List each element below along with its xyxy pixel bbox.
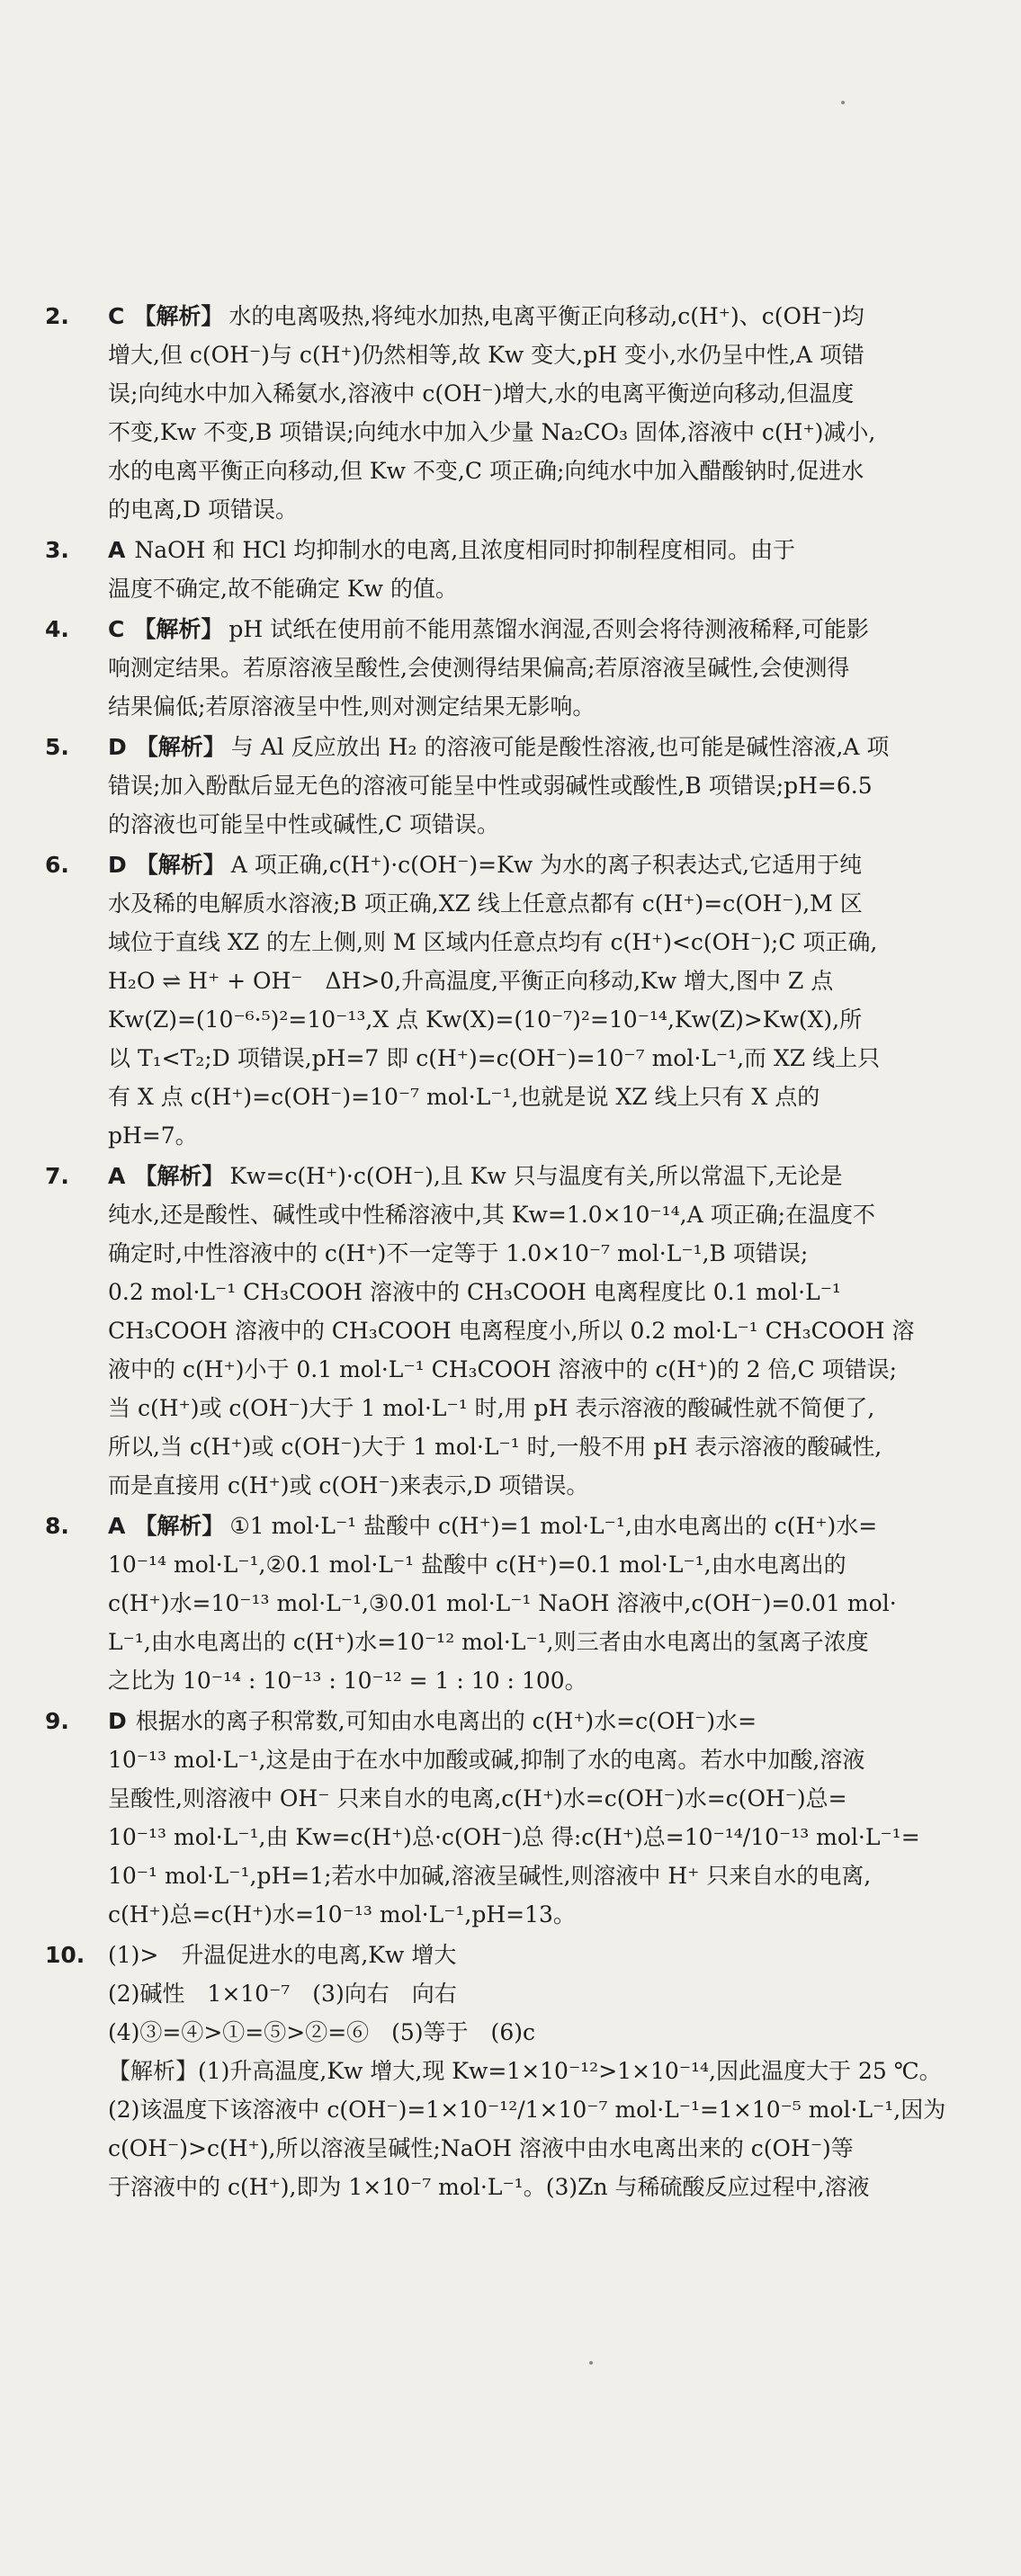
answer-line: L⁻¹,由水电离出的 c(H⁺)水=10⁻¹² mol·L⁻¹,则三者由水电离出的氢离子浓度 — [108, 1629, 869, 1655]
answer-choice: D — [108, 734, 127, 760]
answer-line — [108, 1157, 981, 1195]
question-number: 5. — [45, 734, 69, 760]
answer-line: c(H⁺)水=10⁻¹³ mol·L⁻¹,③0.01 mol·L⁻¹ NaOH 溶液中,c(OH⁻)=0.01 mol· — [108, 1590, 897, 1616]
answer-item — [45, 845, 981, 1155]
question-number: 4. — [45, 616, 69, 642]
answer-choice: A — [108, 1163, 126, 1189]
analysis-tag: 【解析】 — [133, 616, 224, 642]
answer-line: pH=7。 — [108, 1123, 198, 1149]
answer-item — [45, 1936, 981, 2206]
answer-line — [108, 845, 981, 884]
answer-line: (4)③=④>①=⑤>②=⑥ (5)等于 (6)c — [108, 2019, 535, 2045]
answer-text: 根据水的离子积常数,可知由水电离出的 c(H⁺)水=c(OH⁻)水= — [135, 1708, 757, 1734]
answer-choice: C — [108, 303, 125, 329]
answer-line: 10⁻¹⁴ mol·L⁻¹,②0.1 mol·L⁻¹ 盐酸中 c(H⁺)=0.1 mol·L⁻¹,由水电离出的 — [108, 1552, 846, 1578]
question-number: 6. — [45, 852, 69, 878]
answer-item — [45, 1702, 981, 1934]
answer-line: 错误;加入酚酞后显无色的溶液可能呈中性或弱碱性或酸性,B 项错误;pH=6.5 — [108, 773, 873, 799]
answer-line: 10⁻¹ mol·L⁻¹,pH=1;若水中加碱,溶液呈碱性,则溶液中 H⁺ 只来自水的电离, — [108, 1863, 872, 1889]
answer-line: 水的电离平衡正向移动,但 Kw 不变,C 项正确;向纯水中加入醋酸钠时,促进水 — [108, 458, 864, 484]
answer-line: 域位于直线 XZ 的左上侧,则 M 区域内任意点均有 c(H⁺)<c(OH⁻);C 项正确, — [108, 929, 878, 955]
answer-line: 0.2 mol·L⁻¹ CH₃COOH 溶液中的 CH₃COOH 电离程度比 0.1 mol·L⁻¹ — [108, 1279, 841, 1305]
answer-line: 有 X 点 c(H⁺)=c(OH⁻)=10⁻⁷ mol·L⁻¹,也就是说 XZ 线上只有 X 点的 — [108, 1084, 820, 1110]
answer-line: 【解析】(1)升高温度,Kw 增大,现 Kw=1×10⁻¹²>1×10⁻¹⁴,因此温度大于 25 ℃。 — [108, 2058, 942, 2084]
answer-line: 响测定结果。若原溶液呈酸性,会使测得结果偏高;若原溶液呈碱性,会使测得 — [108, 655, 850, 681]
answer-item — [45, 610, 981, 726]
scan-speck — [589, 2361, 593, 2365]
answer-line — [108, 297, 981, 335]
answer-line — [108, 610, 981, 648]
answer-line: c(H⁺)总=c(H⁺)水=10⁻¹³ mol·L⁻¹,pH=13。 — [108, 1901, 576, 1928]
answer-item — [45, 297, 981, 529]
answer-text: (1)> 升温促进水的电离,Kw 增大 — [108, 1942, 457, 1968]
answer-line: 确定时,中性溶液中的 c(H⁺)不一定等于 1.0×10⁻⁷ mol·L⁻¹,B 项错误; — [108, 1240, 809, 1266]
analysis-tag: 【解析】 — [133, 303, 224, 329]
answer-line: 所以,当 c(H⁺)或 c(OH⁻)大于 1 mol·L⁻¹ 时,一般不用 pH 表示溶液的酸碱性, — [108, 1434, 882, 1460]
answer-line — [108, 1702, 981, 1740]
answer-line — [108, 531, 981, 569]
question-number: 9. — [45, 1708, 69, 1734]
answer-line: CH₃COOH 溶液中的 CH₃COOH 电离程度小,所以 0.2 mol·L⁻¹ CH₃COOH 溶 — [108, 1318, 915, 1344]
answer-choice: A — [108, 1513, 126, 1539]
answer-line — [108, 1936, 981, 1974]
answer-item — [45, 728, 981, 844]
answer-line — [108, 728, 981, 766]
answer-choice: D — [108, 852, 127, 878]
answer-line: 误;向纯水中加入稀氨水,溶液中 c(OH⁻)增大,水的电离平衡逆向移动,但温度 — [108, 380, 855, 407]
answer-line: H₂O ⇌ H⁺ + OH⁻ ΔH>0,升高温度,平衡正向移动,Kw 增大,图中 Z 点 — [108, 968, 834, 994]
answer-line: 10⁻¹³ mol·L⁻¹,由 Kw=c(H⁺)总·c(OH⁻)总 得:c(H⁺)总=10⁻¹⁴/10⁻¹³ mol·L⁻¹= — [108, 1824, 920, 1850]
answer-text: pH 试纸在使用前不能用蒸馏水润湿,否则会将待测液稀释,可能影 — [228, 616, 870, 642]
answer-line: 温度不确定,故不能确定 Kw 的值。 — [108, 576, 458, 602]
answer-text: Kw=c(H⁺)·c(OH⁻),且 Kw 只与温度有关,所以常温下,无论是 — [229, 1163, 843, 1189]
answer-line: c(OH⁻)>c(H⁺),所以溶液呈碱性;NaOH 溶液中由水电离出来的 c(OH⁻)等 — [108, 2135, 854, 2161]
answer-text: NaOH 和 HCl 均抑制水的电离,且浓度相同时抑制程度相同。由于 — [134, 537, 796, 563]
answer-line: 以 T₁<T₂;D 项错误,pH=7 即 c(H⁺)=c(OH⁻)=10⁻⁷ mol·L⁻¹,而 XZ 线上只 — [108, 1045, 881, 1071]
answer-item — [45, 1157, 981, 1505]
scan-speck — [841, 101, 845, 104]
answer-item — [45, 1507, 981, 1700]
answer-line: 的溶液也可能呈中性或碱性,C 项错误。 — [108, 811, 500, 837]
answer-line: 水及稀的电解质水溶液;B 项正确,XZ 线上任意点都有 c(H⁺)=c(OH⁻),M 区 — [108, 890, 863, 917]
analysis-tag: 【解析】 — [135, 852, 226, 878]
answer-choice: C — [108, 616, 125, 642]
answer-line: 纯水,还是酸性、碱性或中性稀溶液中,其 Kw=1.0×10⁻¹⁴,A 项正确;在温度不 — [108, 1202, 875, 1228]
answer-line: 当 c(H⁺)或 c(OH⁻)大于 1 mol·L⁻¹ 时,用 pH 表示溶液的酸碱性就不简便了, — [108, 1395, 875, 1421]
question-number: 8. — [45, 1513, 69, 1539]
answer-line: (2)该温度下该溶液中 c(OH⁻)=1×10⁻¹²/1×10⁻⁷ mol·L⁻¹=1×10⁻⁵ mol·L⁻¹,因为 — [108, 2097, 946, 2123]
answer-line: 结果偏低;若原溶液呈中性,则对测定结果无影响。 — [108, 693, 596, 720]
answer-line: 于溶液中的 c(H⁺),即为 1×10⁻⁷ mol·L⁻¹。(3)Zn 与稀硫酸反应过程中,溶液 — [108, 2174, 870, 2200]
answer-line — [108, 1507, 981, 1545]
answer-line: Kw(Z)=(10⁻⁶·⁵)²=10⁻¹³,X 点 Kw(X)=(10⁻⁷)²=10⁻¹⁴,Kw(Z)>Kw(X),所 — [108, 1006, 863, 1033]
analysis-tag: 【解析】 — [134, 1513, 225, 1539]
question-number: 10. — [45, 1942, 85, 1968]
answer-item — [45, 531, 981, 608]
answer-text: 水的电离吸热,将纯水加热,电离平衡正向移动,c(H⁺)、c(OH⁻)均 — [228, 303, 864, 329]
answer-line: 而是直接用 c(H⁺)或 c(OH⁻)来表示,D 项错误。 — [108, 1472, 589, 1498]
answer-text: ①1 mol·L⁻¹ 盐酸中 c(H⁺)=1 mol·L⁻¹,由水电离出的 c(H⁺)水= — [229, 1513, 878, 1539]
answer-choice: A — [108, 537, 126, 563]
question-number: 7. — [45, 1163, 69, 1189]
answer-line: 之比为 10⁻¹⁴ : 10⁻¹³ : 10⁻¹² = 1 : 10 : 100。 — [108, 1668, 587, 1694]
answer-line: 10⁻¹³ mol·L⁻¹,这是由于在水中加酸或碱,抑制了水的电离。若水中加酸,溶液 — [108, 1747, 865, 1773]
answer-line: 呈酸性,则溶液中 OH⁻ 只来自水的电离,c(H⁺)水=c(OH⁻)水=c(OH⁻)总= — [108, 1785, 847, 1811]
analysis-tag: 【解析】 — [135, 734, 226, 760]
answer-line: 的电离,D 项错误。 — [108, 496, 298, 523]
answer-choice: D — [108, 1708, 127, 1734]
question-number: 2. — [45, 303, 69, 329]
question-number: 3. — [45, 537, 69, 563]
answer-text: A 项正确,c(H⁺)·c(OH⁻)=Kw 为水的离子积表达式,它适用于纯 — [230, 852, 863, 878]
answer-line: 增大,但 c(OH⁻)与 c(H⁺)仍然相等,故 Kw 变大,pH 变小,水仍呈中性,A 项错 — [108, 342, 864, 368]
answer-line: (2)碱性 1×10⁻⁷ (3)向右 向右 — [108, 1981, 457, 2007]
answer-line: 液中的 c(H⁺)小于 0.1 mol·L⁻¹ CH₃COOH 溶液中的 c(H⁺)的 2 倍,C 项错误; — [108, 1356, 898, 1382]
answer-line: 不变,Kw 不变,B 项错误;向纯水中加入少量 Na₂CO₃ 固体,溶液中 c(H⁺)减小, — [108, 419, 876, 445]
analysis-tag: 【解析】 — [134, 1163, 225, 1189]
answer-text: 与 Al 反应放出 H₂ 的溶液可能是酸性溶液,也可能是碱性溶液,A 项 — [230, 734, 890, 760]
